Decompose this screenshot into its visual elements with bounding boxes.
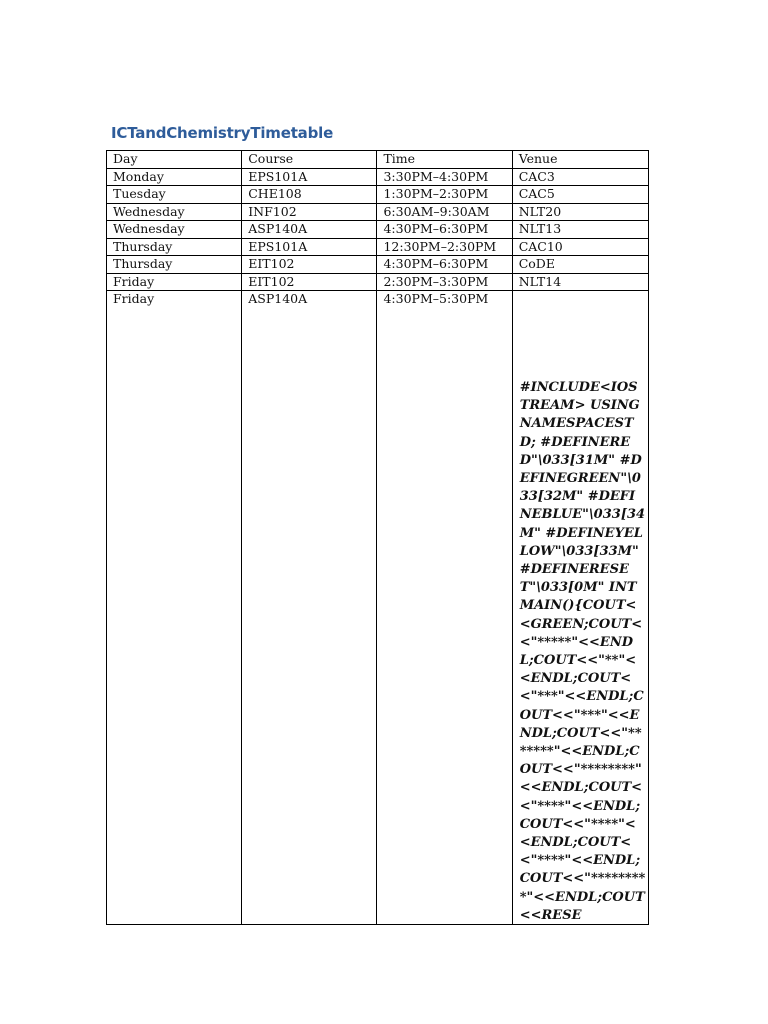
cell-venue: NLT14 [512,273,648,291]
cell-day: Wednesday [107,221,242,239]
table-row [107,221,649,239]
cell-time: 12:30PM–2:30PM [377,238,512,256]
header-time: Time [377,151,512,169]
cell-time: 4:30PM–6:30PM [377,256,512,274]
cell-time: 2:30PM–3:30PM [377,273,512,291]
table-row [107,273,649,291]
cell-day: Tuesday [107,186,242,204]
cell-course: CHE108 [242,186,377,204]
cell-day: Monday [107,168,242,186]
cell-time: 1:30PM–2:30PM [377,186,512,204]
table-row [107,203,649,221]
cell-venue: CAC10 [512,238,648,256]
table-row [107,186,649,204]
cell-venue: NLT20 [512,203,648,221]
cell-day: Thursday [107,238,242,256]
cell-venue-value [513,291,648,292]
code-snippet: #INCLUDE<IOSTREAM> USINGNAMESPACESTD; #DEFINERED"\033[31M" #DEFINEGREEN"\033[32M" #DEFINEBLUE"\033[34M" #DEFINEYELLOW"\033[33M" #DEFINERESET"\033[0M" INTMAIN(){COUT<<GREEN;COUT<<"*****"<<ENDL;COUT<<"**"<<ENDL;COUT<<"***"<<ENDL;COUT<<"***"<<ENDL;COUT<<"*******"<<ENDL;COUT<<"********"<<ENDL;COUT<<"****"<<ENDL;COUT<<"****"<<ENDL;COUT<<"****"<<ENDL;COUT<<"*********"<<ENDL;COUT<<RESE [519,380,646,923]
cell-time: 3:30PM–4:30PM [377,168,512,186]
cell-day: Friday [107,273,242,291]
cell-course: EPS101A [242,238,377,256]
cell-day: Wednesday [107,203,242,221]
cell-time: 4:30PM–6:30PM [377,221,512,239]
timetable-table [106,150,649,925]
cell-time: 4:30PM–5:30PM [377,291,512,925]
cell-course: INF102 [242,203,377,221]
cell-venue: CAC3 [512,168,648,186]
cell-venue [512,291,648,925]
table-row [107,238,649,256]
cell-venue: CoDE [512,256,648,274]
header-day: Day [107,151,242,169]
cell-course: EPS101A [242,168,377,186]
cell-time: 6:30AM–9:30AM [377,203,512,221]
document-title: ICTandChemistryTimetable [111,124,334,142]
cell-course: EIT102 [242,273,377,291]
table-row [107,256,649,274]
cell-day: Thursday [107,256,242,274]
cell-venue: NLT13 [512,221,648,239]
cell-venue: CAC5 [512,186,648,204]
cell-course: EIT102 [242,256,377,274]
header-course: Course [242,151,377,169]
table-header-row [107,151,649,169]
cell-day: Friday [107,291,242,925]
table-row [107,168,649,186]
cell-course: ASP140A [242,221,377,239]
table-row [107,291,649,925]
cell-course: ASP140A [242,291,377,925]
header-venue: Venue [512,151,648,169]
